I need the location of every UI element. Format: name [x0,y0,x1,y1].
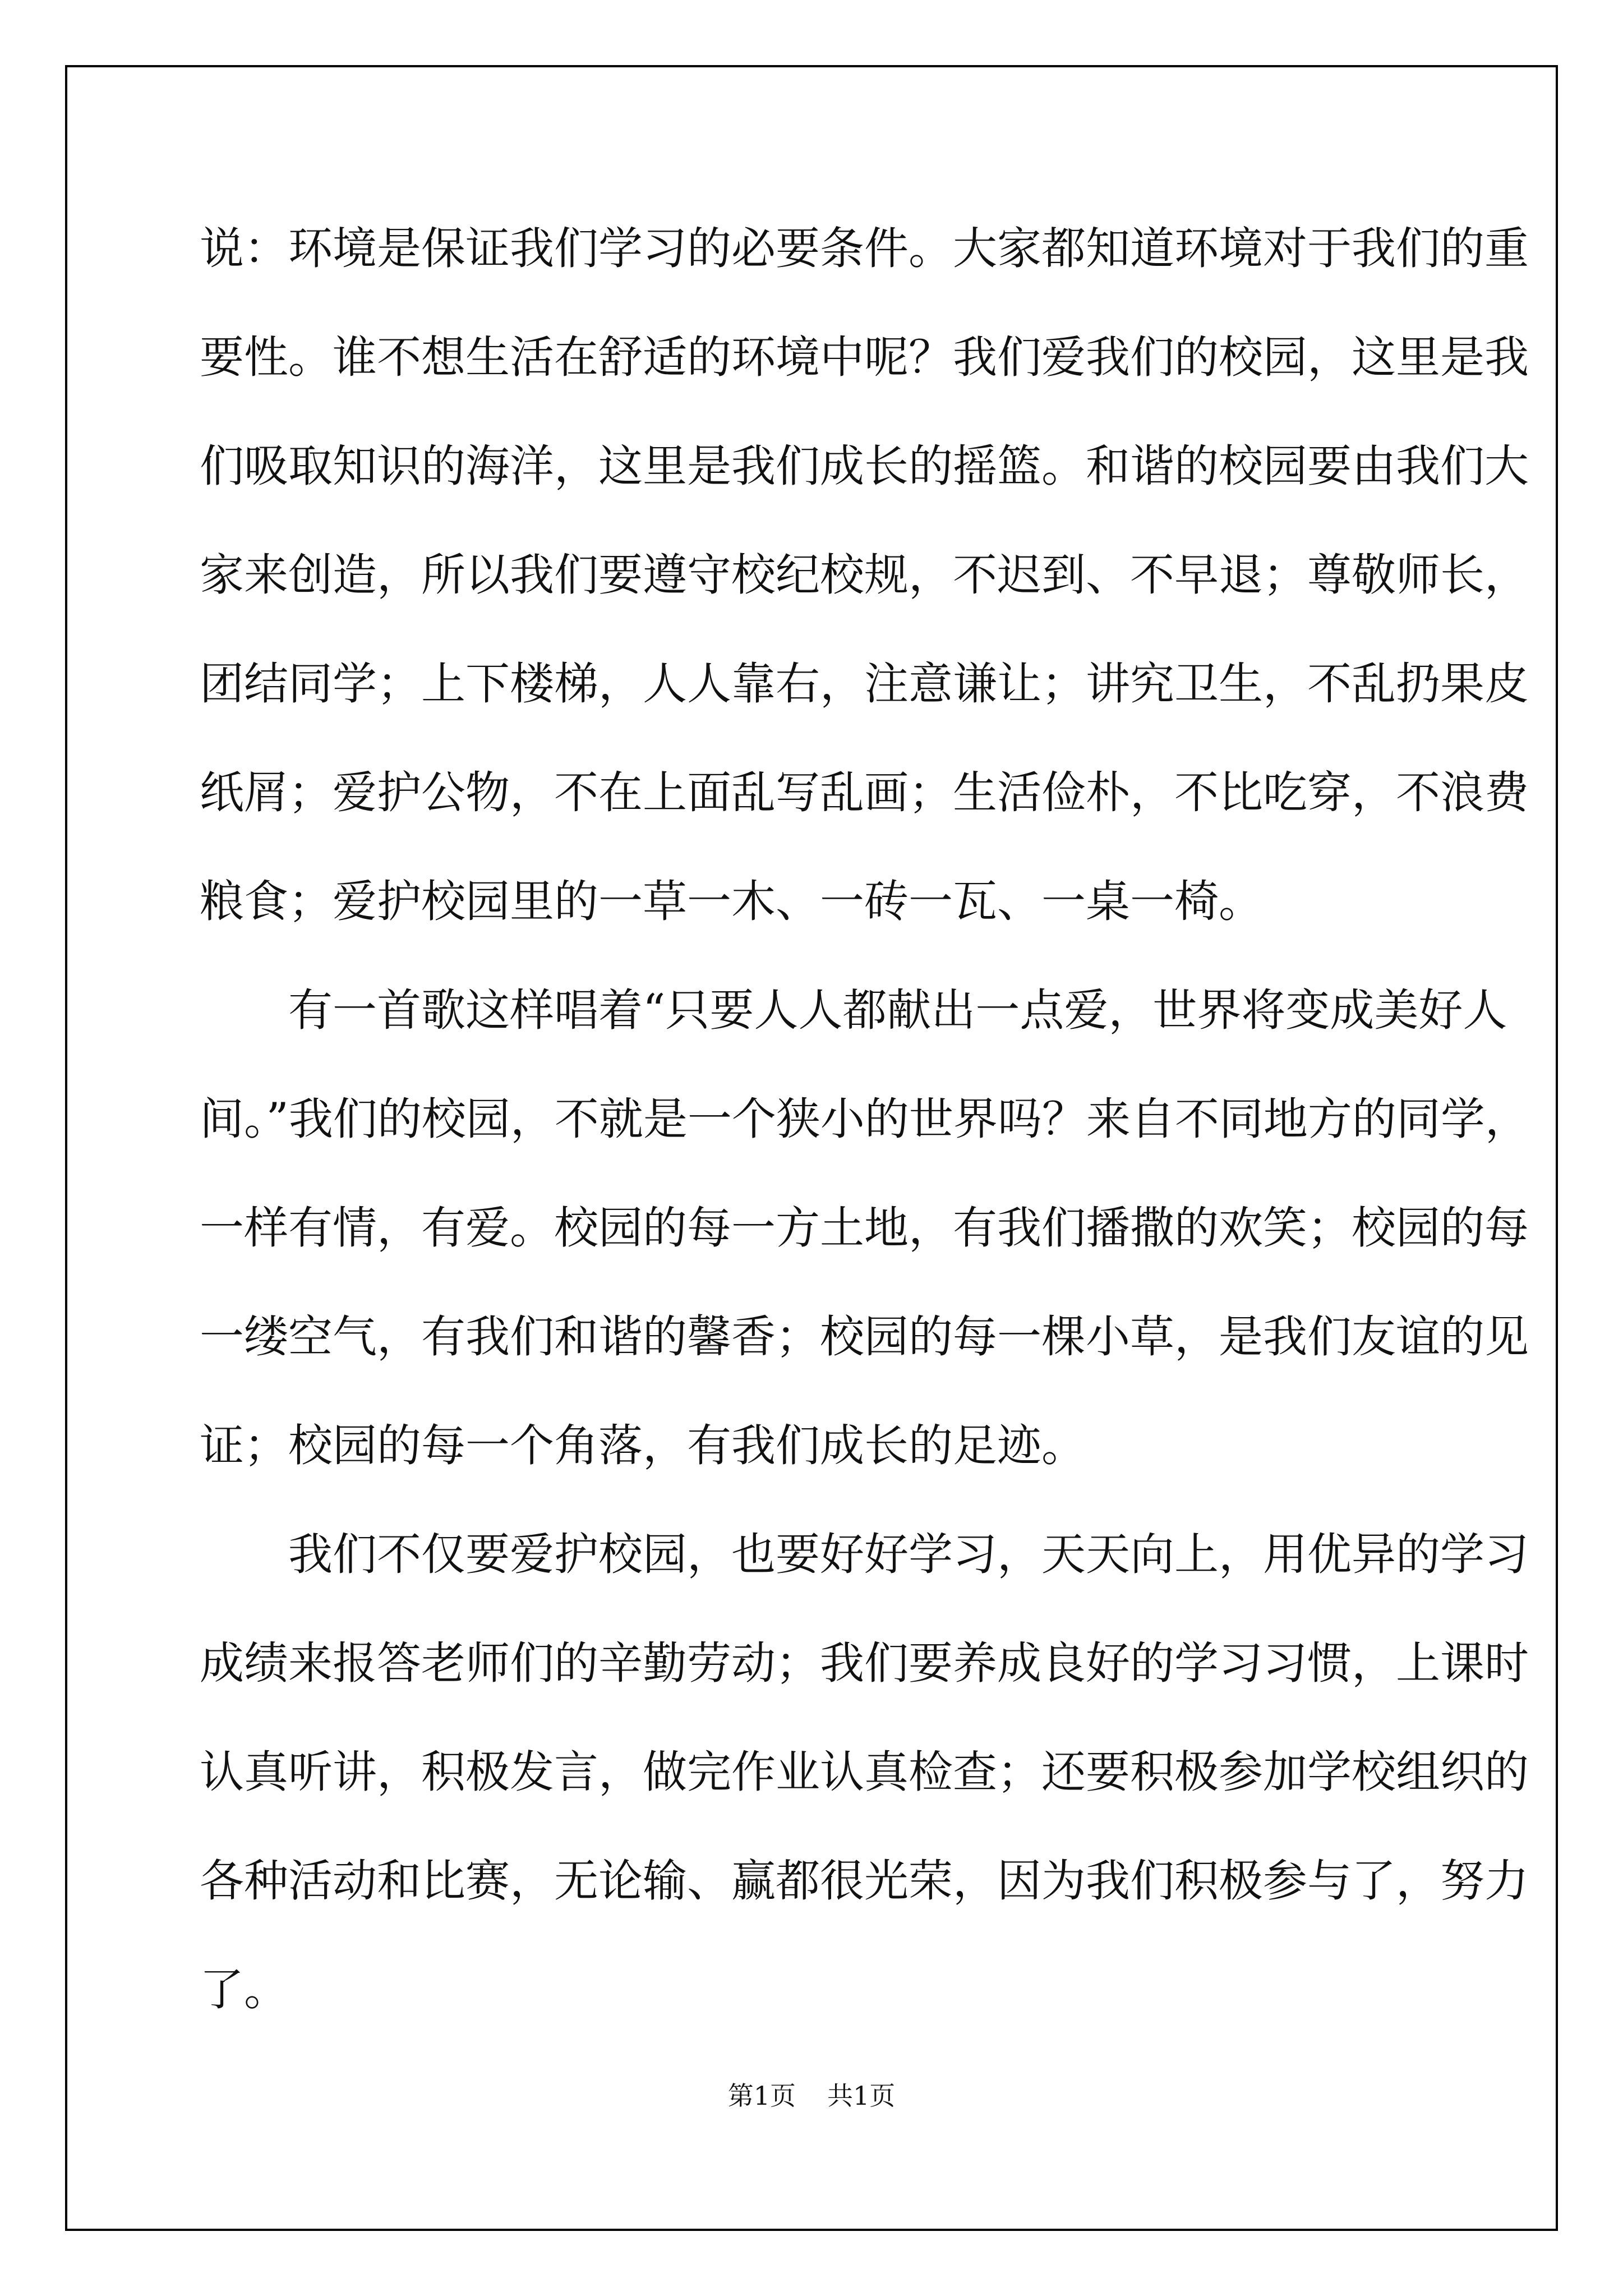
text-line: 一缕空气，有我们和谐的馨香；校园的每一棵小草，是我们友谊的见 [200,1311,1529,1363]
text-line: 说：环境是保证我们学习的必要条件。大家都知道环境对于我们的重 [200,223,1529,274]
text-line: 了。 [200,1964,288,2016]
text-line: 家来创造，所以我们要遵守校纪校规，不迟到、不早退；尊敬师长， [200,549,1529,601]
text-line: 认真听讲，积极发言，做完作业认真检查；还要积极参加学校组织的 [200,1746,1529,1798]
page-footer [0,2076,1623,2113]
page-number-current: 第1页 [727,2081,796,2111]
text-line: 粮食；爱护校园里的一草一木、一砖一瓦、一桌一椅。 [200,876,1263,927]
text-line: 们吸取知识的海洋，这里是我们成长的摇篮。和谐的校园要由我们大 [200,440,1529,492]
text-line: 团结同学；上下楼梯，人人靠右，注意谦让；讲究卫生，不乱扔果皮 [200,658,1529,710]
text-line: 纸屑；爱护公物，不在上面乱写乱画；生活俭朴，不比吃穿，不浪费 [200,767,1529,818]
text-line: 间。”我们的校园，不就是一个狭小的世界吗？来自不同地方的同学， [200,1093,1529,1145]
text-line: 要性。谁不想生活在舒适的环境中呢？我们爱我们的校园，这里是我 [200,332,1529,383]
text-line: 我们不仅要爱护校园，也要好好学习，天天向上，用优异的学习 [200,1529,1529,1580]
text-line: 证；校园的每一个角落，有我们成长的足迹。 [200,1420,1086,1471]
page-number-total: 共1页 [827,2081,896,2111]
text-line: 有一首歌这样唱着“只要人人都献出一点爱，世界将变成美好人 [200,984,1507,1036]
text-line: 成绩来报答老师们的辛勤劳动；我们要养成良好的学习习惯，上课时 [200,1637,1529,1689]
text-line: 各种活动和比赛，无论输、赢都很光荣，因为我们积极参与了，努力 [200,1855,1529,1907]
document-body [200,204,1529,2054]
text-line: 一样有情，有爱。校园的每一方土地，有我们播撒的欢笑；校园的每 [200,1202,1529,1254]
